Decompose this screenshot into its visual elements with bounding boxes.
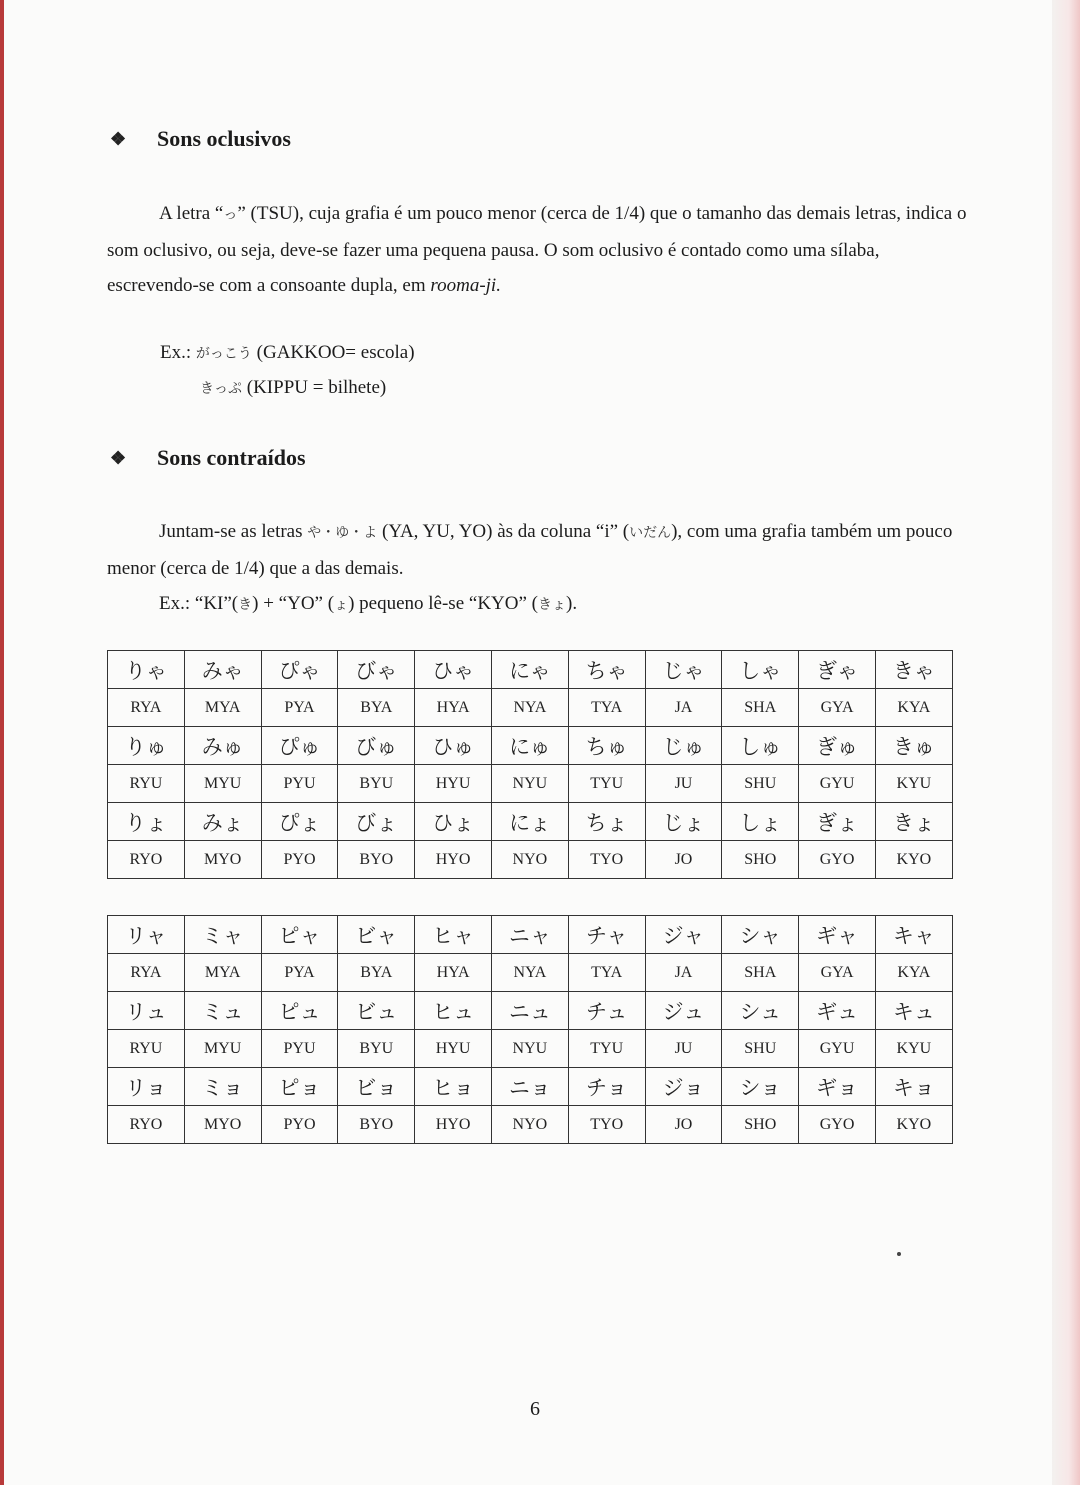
kana-cell: シュ	[722, 992, 799, 1030]
kana-cell: じゃ	[645, 651, 722, 689]
kana-cell: ちゃ	[568, 651, 645, 689]
page-edge-shadow	[1052, 0, 1080, 1485]
kana-cell: ビュ	[338, 992, 415, 1030]
kana-cell: ビャ	[338, 916, 415, 954]
example-text: Ex.: “KI”(	[159, 593, 239, 614]
romaji-cell: TYA	[568, 689, 645, 727]
kana-cell: ミョ	[184, 1068, 261, 1106]
kana-cell: びゃ	[338, 651, 415, 689]
romaji-cell: NYO	[491, 1106, 568, 1144]
kana-cell: ピャ	[261, 916, 338, 954]
romaji-cell: SHU	[722, 1030, 799, 1068]
kana-cell: きゅ	[875, 727, 952, 765]
romaji-cell: HYA	[415, 954, 492, 992]
kana-cell: ちゅ	[568, 727, 645, 765]
romaji-cell: HYA	[415, 689, 492, 727]
kana-cell: りゅ	[108, 727, 185, 765]
romaji-cell: GYA	[799, 689, 876, 727]
kana-cell: しゃ	[722, 651, 799, 689]
romaji-cell: RYO	[108, 1106, 185, 1144]
kana-cell: ジョ	[645, 1068, 722, 1106]
romaji-cell: BYA	[338, 954, 415, 992]
romaji-cell: KYU	[875, 765, 952, 803]
section-title: Sons contraídos	[157, 445, 306, 470]
example-text: (KIPPU = bilhete)	[246, 377, 387, 398]
italic-term: rooma-ji.	[430, 275, 501, 296]
kana-cell: チュ	[568, 992, 645, 1030]
kana-cell: きゃ	[875, 651, 952, 689]
romaji-row	[108, 841, 953, 879]
romaji-cell: GYO	[799, 1106, 876, 1144]
example-label: Ex.:	[160, 342, 192, 363]
section-title: Sons oclusivos	[157, 126, 291, 151]
romaji-cell: GYO	[799, 841, 876, 879]
romaji-cell: JA	[645, 689, 722, 727]
example-line-2	[200, 377, 386, 399]
kana-cell: きょ	[875, 803, 952, 841]
diamond-bullet-icon: ❖	[110, 447, 127, 468]
kana-inline: いだん	[629, 525, 672, 541]
romaji-cell: BYO	[338, 1106, 415, 1144]
romaji-cell: NYA	[491, 689, 568, 727]
romaji-cell: JO	[645, 1106, 722, 1144]
kana-cell: チョ	[568, 1068, 645, 1106]
example-text: (GAKKOO= escola)	[256, 342, 415, 363]
romaji-cell: SHA	[722, 954, 799, 992]
romaji-cell: NYU	[491, 765, 568, 803]
romaji-cell: MYU	[184, 765, 261, 803]
romaji-cell: PYO	[261, 841, 338, 879]
kana-cell: ヒュ	[415, 992, 492, 1030]
kana-cell: しゅ	[722, 727, 799, 765]
kana-cell: ひゅ	[415, 727, 492, 765]
kana-cell: ぴゅ	[261, 727, 338, 765]
example-text: ).	[566, 593, 578, 614]
kana-cell: しょ	[722, 803, 799, 841]
kana-cell: びょ	[338, 803, 415, 841]
romaji-row	[108, 1030, 953, 1068]
kana-row	[108, 803, 953, 841]
kana-cell: ショ	[722, 1068, 799, 1106]
para-text: ” (TSU), cuja grafia é um pouco menor (cerca de 1/4) que o tamanho das demais letras, indica o som oclusivo, ou seja, deve-se fazer uma pequena pausa. O som oclusivo é contado como uma sílaba, escrevendo-se com a consoante dupla, em	[107, 203, 967, 296]
kana-cell: キョ	[875, 1068, 952, 1106]
kana-cell: キュ	[875, 992, 952, 1030]
romaji-cell: KYO	[875, 841, 952, 879]
page-number: 6	[530, 1398, 540, 1420]
kana-cell: ぎゅ	[799, 727, 876, 765]
kana-cell: ピュ	[261, 992, 338, 1030]
kana-cell: キャ	[875, 916, 952, 954]
romaji-cell: BYO	[338, 841, 415, 879]
kana-cell: シャ	[722, 916, 799, 954]
romaji-cell: GYA	[799, 954, 876, 992]
kana-cell: ちょ	[568, 803, 645, 841]
paragraph-oclusivos	[107, 196, 967, 303]
kana-cell: ミャ	[184, 916, 261, 954]
kana-cell: ひょ	[415, 803, 492, 841]
kana-cell: ヒャ	[415, 916, 492, 954]
kana-cell: にゃ	[491, 651, 568, 689]
para-text: A letra “	[159, 203, 224, 224]
romaji-cell: TYU	[568, 1030, 645, 1068]
romaji-cell: BYU	[338, 765, 415, 803]
kana-row	[108, 1068, 953, 1106]
romaji-cell: KYA	[875, 689, 952, 727]
romaji-cell: PYA	[261, 954, 338, 992]
romaji-cell: JU	[645, 765, 722, 803]
section-heading-contraidos	[110, 445, 306, 471]
romaji-cell: KYA	[875, 954, 952, 992]
romaji-cell: RYA	[108, 689, 185, 727]
romaji-cell: TYO	[568, 1106, 645, 1144]
romaji-cell: HYO	[415, 841, 492, 879]
example-line-1	[160, 342, 415, 364]
romaji-cell: PYU	[261, 765, 338, 803]
romaji-cell: JU	[645, 1030, 722, 1068]
kana-cell: ジュ	[645, 992, 722, 1030]
romaji-cell: SHU	[722, 765, 799, 803]
diamond-bullet-icon: ❖	[110, 128, 127, 149]
para-text: (YA, YU, YO) às da coluna “i” (	[377, 521, 630, 542]
kana-cell: ギャ	[799, 916, 876, 954]
romaji-cell: HYU	[415, 765, 492, 803]
kana-cell: ニョ	[491, 1068, 568, 1106]
romaji-cell: RYO	[108, 841, 185, 879]
romaji-cell: BYA	[338, 689, 415, 727]
kana-cell: ビョ	[338, 1068, 415, 1106]
kana-cell: チャ	[568, 916, 645, 954]
kana-cell: ジャ	[645, 916, 722, 954]
kana-cell: ひゃ	[415, 651, 492, 689]
kana-row	[108, 727, 953, 765]
kana-cell: ヒョ	[415, 1068, 492, 1106]
romaji-cell: SHA	[722, 689, 799, 727]
kana-cell: ニュ	[491, 992, 568, 1030]
romaji-cell: TYA	[568, 954, 645, 992]
romaji-cell: TYU	[568, 765, 645, 803]
para-text: ), com uma grafia também um pouco menor (cerca de 1/4) que a das demais.	[107, 521, 953, 579]
romaji-cell: GYU	[799, 765, 876, 803]
kana-cell: にゅ	[491, 727, 568, 765]
kana-cell: リュ	[108, 992, 185, 1030]
romaji-row	[108, 1106, 953, 1144]
kana-inline: ょ	[334, 597, 349, 613]
romaji-cell: RYU	[108, 765, 185, 803]
romaji-cell: SHO	[722, 841, 799, 879]
romaji-cell: MYA	[184, 954, 261, 992]
kana-inline: っ	[223, 207, 238, 223]
kana-cell: みゅ	[184, 727, 261, 765]
section-heading-oclusivos	[110, 126, 291, 152]
kana-row	[108, 916, 953, 954]
kana-cell: ぴょ	[261, 803, 338, 841]
paragraph-contraidos	[107, 514, 967, 623]
romaji-cell: HYO	[415, 1106, 492, 1144]
kana-cell: ピョ	[261, 1068, 338, 1106]
kana-cell: ギュ	[799, 992, 876, 1030]
kana-inline: や・ゆ・よ	[307, 525, 378, 541]
kana-cell: みゃ	[184, 651, 261, 689]
example-kana: きっぷ	[200, 381, 242, 397]
kana-cell: じゅ	[645, 727, 722, 765]
kana-cell: ぎょ	[799, 803, 876, 841]
romaji-row	[108, 954, 953, 992]
example-kyo	[107, 586, 967, 623]
romaji-cell: KYU	[875, 1030, 952, 1068]
para-text: Juntam-se as letras	[159, 521, 308, 542]
romaji-row	[108, 689, 953, 727]
kana-cell: びゅ	[338, 727, 415, 765]
example-text: ) pequeno lê-se “KYO” (	[348, 593, 538, 614]
romaji-cell: HYU	[415, 1030, 492, 1068]
kana-cell: ギョ	[799, 1068, 876, 1106]
kana-inline: き	[238, 597, 253, 613]
romaji-cell: BYU	[338, 1030, 415, 1068]
romaji-cell: NYA	[491, 954, 568, 992]
romaji-cell: MYU	[184, 1030, 261, 1068]
hiragana-contracted-table	[107, 650, 953, 879]
romaji-cell: PYA	[261, 689, 338, 727]
romaji-cell: RYU	[108, 1030, 185, 1068]
romaji-cell: PYO	[261, 1106, 338, 1144]
print-speck	[897, 1252, 901, 1256]
kana-cell: じょ	[645, 803, 722, 841]
kana-cell: みょ	[184, 803, 261, 841]
romaji-cell: MYO	[184, 841, 261, 879]
romaji-cell: NYO	[491, 841, 568, 879]
kana-cell: にょ	[491, 803, 568, 841]
kana-cell: りょ	[108, 803, 185, 841]
romaji-cell: MYO	[184, 1106, 261, 1144]
romaji-cell: PYU	[261, 1030, 338, 1068]
example-kana: がっこう	[195, 346, 252, 362]
romaji-cell: JO	[645, 841, 722, 879]
kana-inline: きょ	[538, 597, 566, 613]
romaji-cell: KYO	[875, 1106, 952, 1144]
example-text: ) + “YO” (	[252, 593, 335, 614]
romaji-cell: TYO	[568, 841, 645, 879]
kana-cell: ぴゃ	[261, 651, 338, 689]
katakana-contracted-table	[107, 915, 953, 1144]
kana-cell: ニャ	[491, 916, 568, 954]
kana-cell: ミュ	[184, 992, 261, 1030]
kana-cell: リャ	[108, 916, 185, 954]
romaji-cell: JA	[645, 954, 722, 992]
kana-cell: りゃ	[108, 651, 185, 689]
kana-cell: ぎゃ	[799, 651, 876, 689]
romaji-cell: MYA	[184, 689, 261, 727]
romaji-cell: NYU	[491, 1030, 568, 1068]
romaji-cell: GYU	[799, 1030, 876, 1068]
romaji-cell: RYA	[108, 954, 185, 992]
kana-row	[108, 651, 953, 689]
kana-row	[108, 992, 953, 1030]
binding-edge	[0, 0, 4, 1485]
kana-cell: リョ	[108, 1068, 185, 1106]
romaji-cell: SHO	[722, 1106, 799, 1144]
romaji-row	[108, 765, 953, 803]
